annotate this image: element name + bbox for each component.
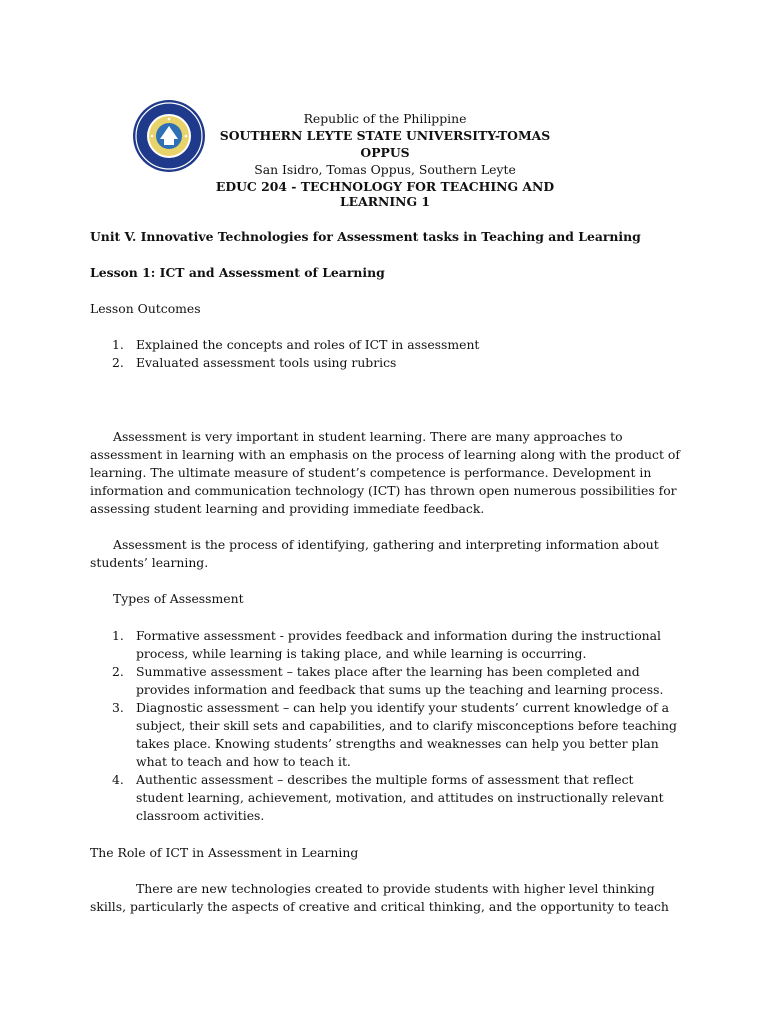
course-title: EDUC 204 - TECHNOLOGY FOR TEACHING AND LEARNING 1 [215, 179, 555, 209]
letterhead [200, 110, 570, 178]
list-item: 1. Formative assessment - provides feedback and information during the instructional process, while learning is taking place, and while learning is occurring. [112, 628, 661, 661]
university-seal-icon [132, 99, 206, 173]
list-item: 2. Summative assessment – takes place after the learning has been completed and provides information and feedback that sums up the teaching and learning process. [112, 664, 664, 697]
types-list [90, 627, 684, 825]
list-item: 2. Evaluated assessment tools using rubrics [112, 355, 397, 370]
types-heading: Types of Assessment [113, 591, 244, 606]
outcomes-list [90, 336, 684, 372]
paragraph-ict-role: There are new technologies created to provide students with higher level thinking skills, particularly the aspects of creative and critical thinking, and the opportunity to teach [90, 881, 669, 914]
header-republic: Republic of the Philippine [303, 111, 467, 126]
paragraph-assessment-definition: Assessment is the process of identifying, gathering and interpreting information about students’ learning. [90, 537, 659, 570]
list-item: 3. Diagnostic assessment – can help you identify your students’ current knowledge of a subject, their skill sets and capabilities, and to clarify misconceptions before teaching takes place. Knowing students’ strengths and weaknesses can help you better plan what to teach and how to teach it. [112, 700, 677, 769]
header-address: San Isidro, Tomas Oppus, Southern Leyte [254, 162, 516, 177]
list-item: 1. Explained the concepts and roles of ICT in assessment [112, 337, 480, 352]
outcomes-heading: Lesson Outcomes [90, 301, 201, 316]
list-item: 4. Authentic assessment – describes the multiple forms of assessment that reflect student learning, achievement, motivation, and attitudes on instructionally relevant classroom activities. [112, 772, 664, 823]
paragraph-assessment-intro: Assessment is very important in student learning. There are many approaches to assessment in learning with an emphasis on the process of learning along with the product of learning. The ultimate measure of student’s competence is performance. Development in information and communication technology (ICT) has thrown open numerous possibilities for assessing student learning and providing immediate feedback. [90, 429, 680, 516]
unit-title: Unit V. Innovative Technologies for Assessment tasks in Teaching and Learning [90, 229, 641, 244]
lesson-title: Lesson 1: ICT and Assessment of Learning [90, 265, 385, 280]
role-heading: The Role of ICT in Assessment in Learning [90, 845, 359, 860]
header-university: SOUTHERN LEYTE STATE UNIVERSITY-TOMAS OPPUS [219, 128, 551, 160]
